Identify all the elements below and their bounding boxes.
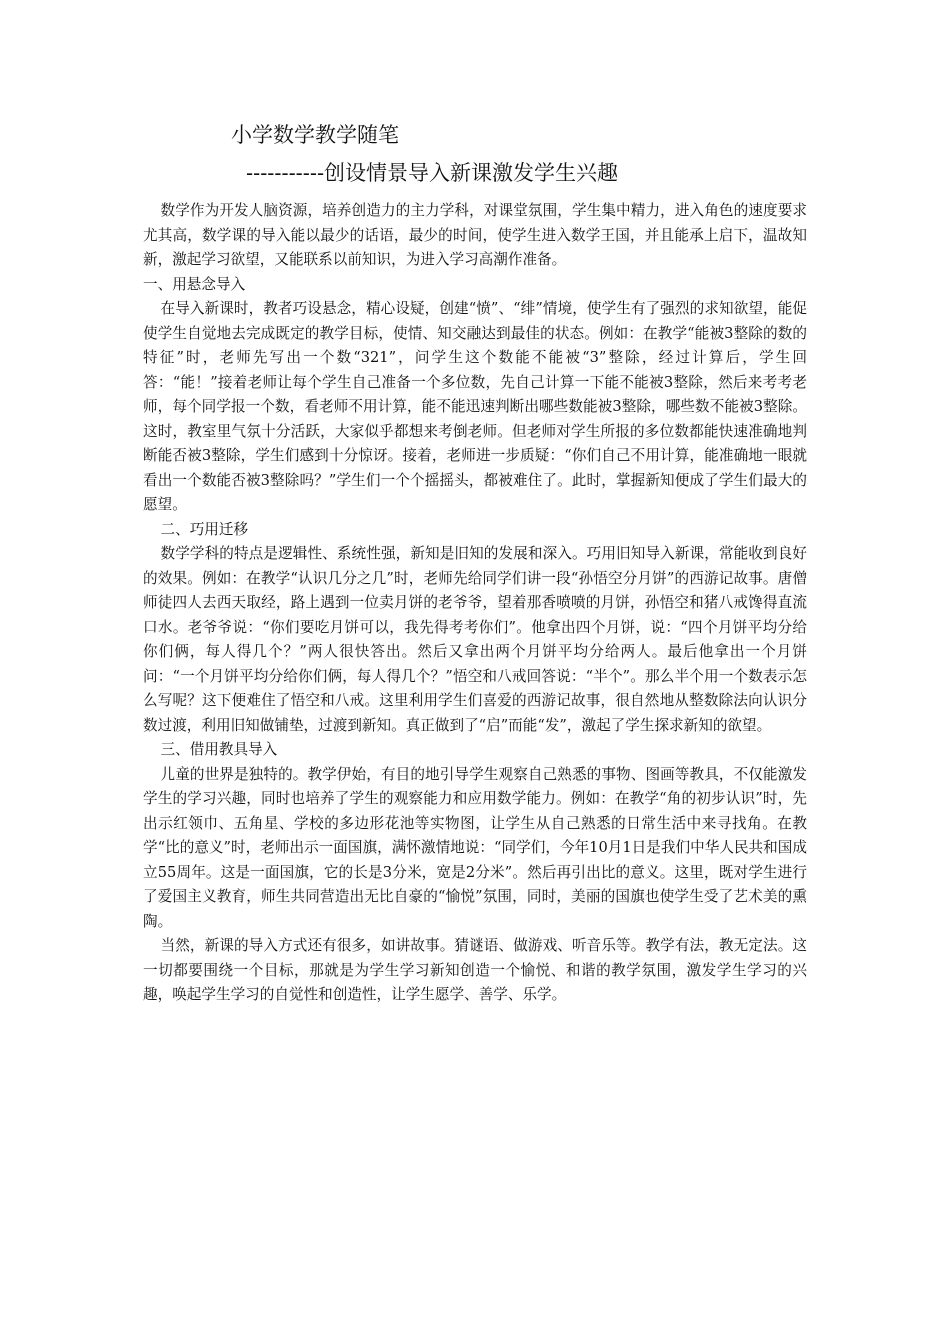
section-heading-3: 三、借用教具导入 [160, 741, 278, 758]
document-title: 小学数学教学随笔 [231, 123, 399, 147]
document-subtitle: -----------创设情景导入新课激发学生兴趣 [246, 161, 619, 185]
section-3-paragraph-1: 儿童的世界是独特的。教学伊始，有目的地引导学生观察自己熟悉的事物、图画等教具，不仅能激发学生的学习兴趣，同时也培养了学生的观察能力和应用数学能力。例如：在教学“角的初步认识”时，先出示红领巾、五角星、学校的多边形花池等实物图，让学生从自己熟悉的日常生活中来寻找角。在教学“比的意义”时，老师出示一面国旗，满怀激情地说：“同学们，今年10月1日是我们中华人民共和国成立55周年。这是一面国旗，它的长是3分米，宽是2分米”。然后再引出比的意义。这里，既对学生进行了爱国主义教育，师生共同营造出无比自豪的“愉悦”氛围，同时，美丽的国旗也使学生受了艺术美的熏陶。 [143, 765, 807, 930]
section-2-paragraph-1: 数学学科的特点是逻辑性、系统性强，新知是旧知的发展和深入。巧用旧知导入新课，常能收到良好的效果。例如：在教学“认识几分之几”时，老师先给同学们讲一段“孙悟空分月饼”的西游记故事。唐僧师徒四人去西天取经，路上遇到一位卖月饼的老爷爷，望着那香喷喷的月饼，孙悟空和猪八戒馋得直流口水。老爷爷说：“你们要吃月饼可以，我先得考考你们”。他拿出四个月饼，说：“四个月饼平均分给你们俩，每人得几个？”两人很快答出。然后又拿出两个月饼平均分给两人。最后他拿出一个月饼问：“一个月饼平均分给你们俩，每人得几个？”悟空和八戒回答说：“半个”。那么半个用一个数表示怎么写呢？这下便难住了悟空和八戒。这里利用学生们喜爱的西游记故事，很自然地从整数除法向认识分数过渡，利用旧知做铺垫，过渡到新知。真正做到了“启”而能“发”，激起了学生探求新知的欲望。 [143, 545, 807, 734]
section-1-paragraph-1: 在导入新课时，教者巧设悬念，精心设疑，创建“愤”、“绯”情境，使学生有了强烈的求知欲望，能促使学生自觉地去完成既定的教学目标，使情、知交融达到最佳的状态。例如：在教学“能被3整除的数的特征”时，老师先写出一个数“321”，问学生这个数能不能被“3”整除，经过计算后，学生回答：“能！”接着老师让每个学生自己准备一个多位数，先自己计算一下能不能被3整除，然后来考考老师，每个同学报一个数，看老师不用计算，能不能迅速判断出哪些数能被3整除，哪些数不能被3整除。这时，教室里气氛十分活跃，大家似乎都想来考倒老师。但老师对学生所报的多位数都能快速准确地判断能否被3整除，学生们感到十分惊讶。接着，老师进一步质疑：“你们自己不用计算，能准确地一眼就看出一个数能否被3整除吗？”学生们一个个摇摇头，都被难住了。此时，掌握新知便成了学生们最大的愿望。 [143, 300, 807, 513]
section-heading-2: 二、巧用迁移 [160, 520, 249, 538]
section-3-paragraph-2: 当然，新课的导入方式还有很多，如讲故事。猜谜语、做游戏、听音乐等。教学有法，教无定法。这一切都要围绕一个目标，那就是为学生学习新知创造一个愉悦、和谐的教学氛围，激发学生学习的兴趣，唤起学生学习的自觉性和创造性，让学生愿学、善学、乐学。 [143, 937, 807, 1003]
section-heading-1: 一、用悬念导入 [143, 275, 246, 293]
intro-paragraph: 数学作为开发人脑资源，培养创造力的主力学科，对课堂氛围，学生集中精力，进入角色的速度要求尤其高，数学课的导入能以最少的话语，最少的时间，使学生进入数学王国，并且能承上启下，温故知新，激起学习欲望，又能联系以前知识，为进入学习高潮作准备。 [143, 202, 807, 268]
document-body [143, 199, 807, 1008]
